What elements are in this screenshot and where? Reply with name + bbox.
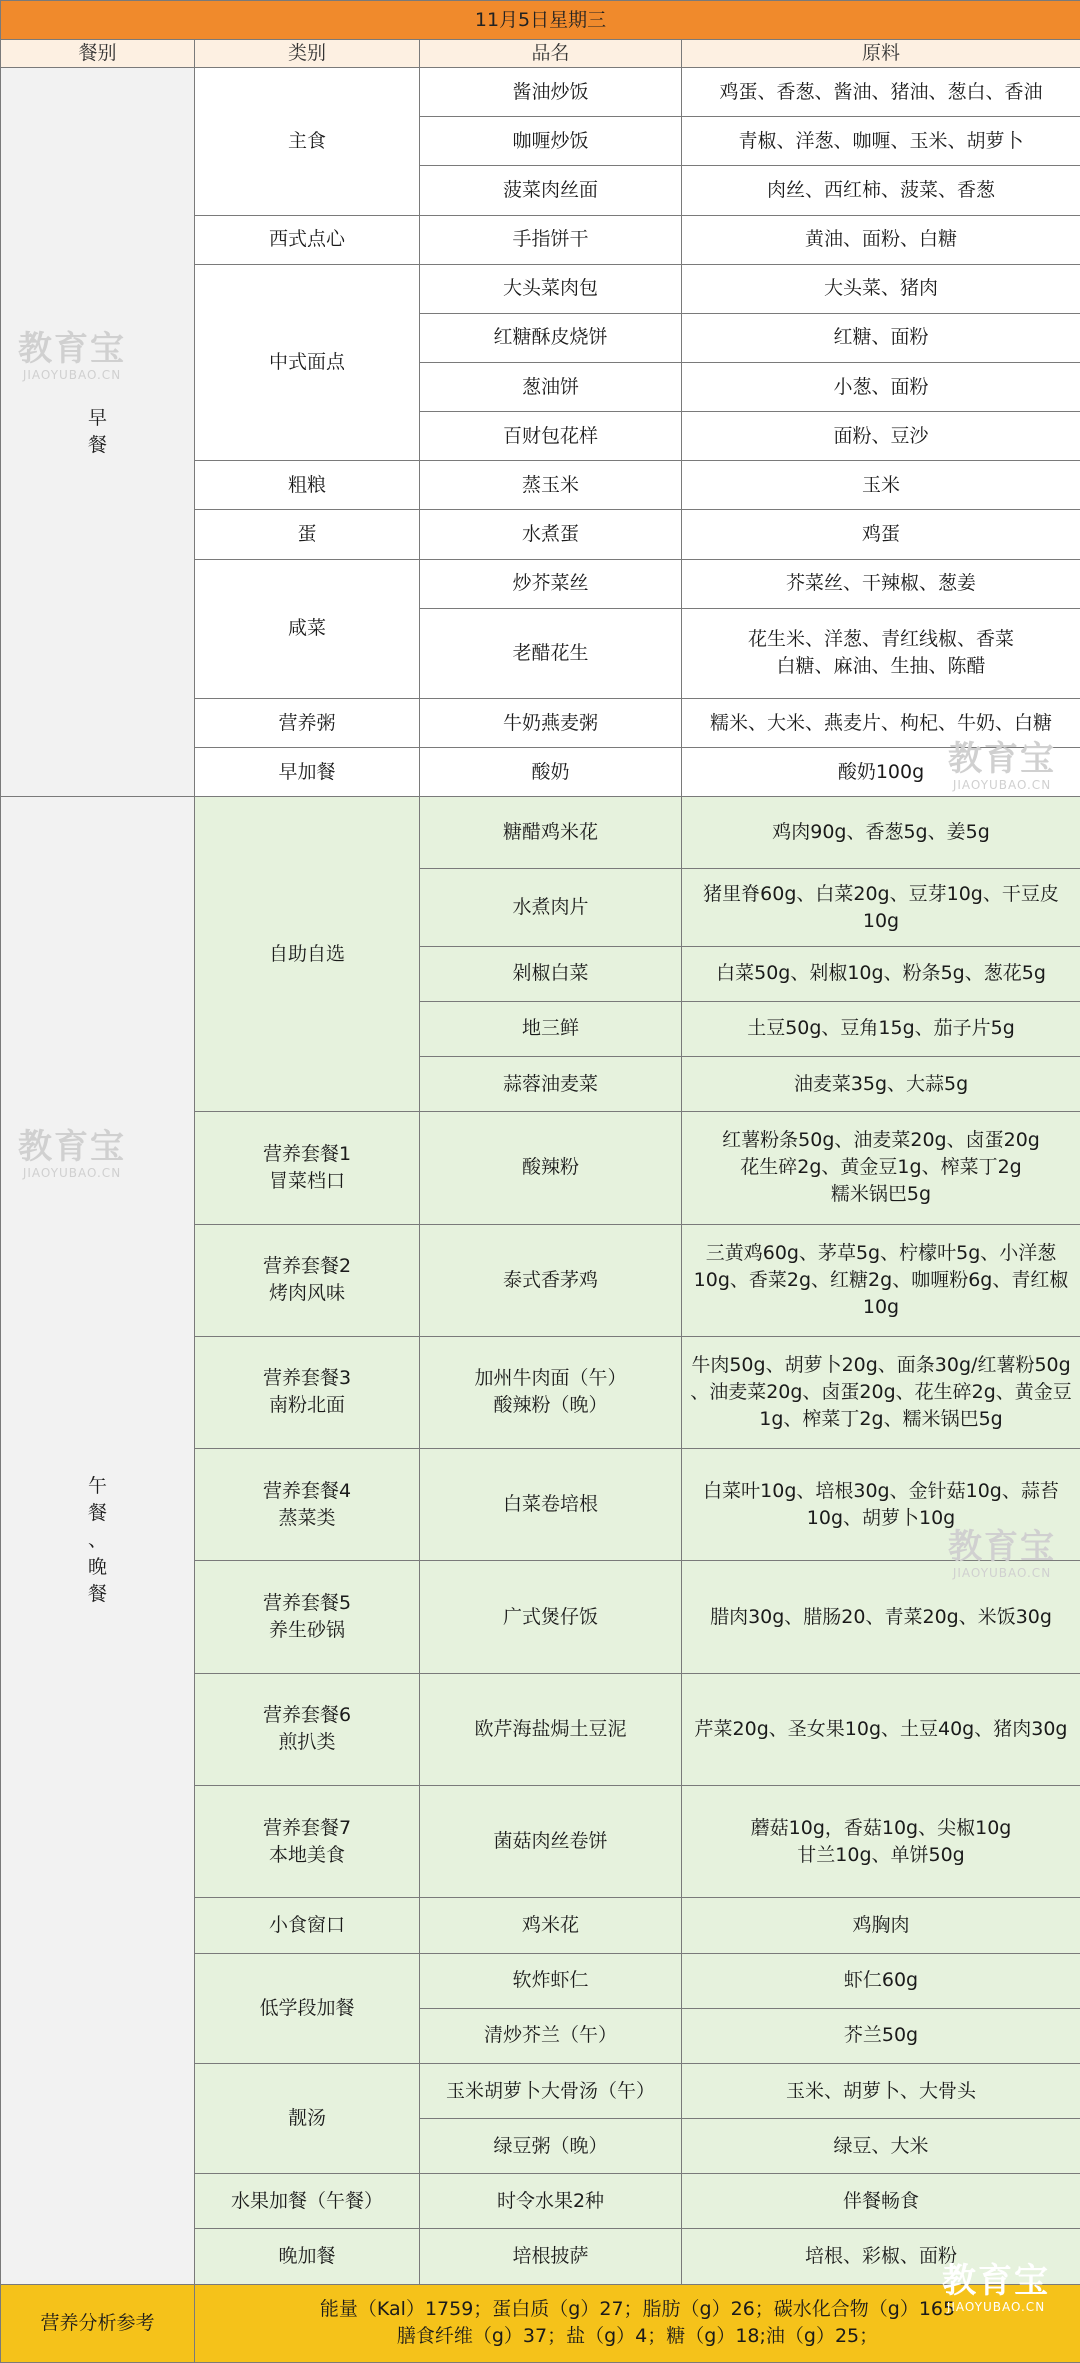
ingredients-cell: 玉米 <box>682 461 1080 510</box>
lunch-meal-label: 午 餐 、 晚 餐 <box>1 797 195 2284</box>
header-row <box>1 40 1080 68</box>
category-cell: 营养套餐2 烤肉风味 <box>195 1224 420 1336</box>
category-cell: 营养套餐7 本地美食 <box>195 1786 420 1898</box>
dish-name: 白菜卷培根 <box>420 1449 682 1561</box>
category-cell: 蛋 <box>195 510 420 559</box>
dish-name: 咖喱炒饭 <box>420 117 682 166</box>
ingredients-cell: 腊肉30g、腊肠20、青菜20g、米饭30g <box>682 1561 1080 1673</box>
ingredients-cell: 伴餐畅食 <box>682 2174 1080 2229</box>
ingredients-cell: 面粉、豆沙 <box>682 412 1080 461</box>
category-cell: 营养粥 <box>195 699 420 748</box>
dish-name: 软炸虾仁 <box>420 1953 682 2008</box>
nutrition-row <box>1 2284 1080 2362</box>
dish-name: 酱油炒饭 <box>420 68 682 117</box>
ingredients-cell: 三黄鸡60g、茅草5g、柠檬叶5g、小洋葱 10g、香菜2g、红糖2g、咖喱粉6g、青红椒 10g <box>682 1224 1080 1336</box>
ingredients-cell: 花生米、洋葱、青红线椒、香菜 白糖、麻油、生抽、陈醋 <box>682 608 1080 698</box>
watermark: 教育宝 JIAOYUBAO.CN <box>942 2261 1050 2314</box>
nutrition-label: 营养分析参考 <box>1 2284 195 2362</box>
watermark: 教育宝 JIAOYUBAO.CN <box>948 739 1056 792</box>
dish-name: 水煮肉片 <box>420 869 682 946</box>
dish-name: 菌菇肉丝卷饼 <box>420 1786 682 1898</box>
ingredients-cell: 肉丝、西红柿、菠菜、香葱 <box>682 166 1080 215</box>
ingredients-cell: 鸡蛋、香葱、酱油、猪油、葱白、香油 <box>682 68 1080 117</box>
category-cell: 早加餐 <box>195 748 420 797</box>
category-cell: 营养套餐4 蒸菜类 <box>195 1449 420 1561</box>
ingredients-cell: 鸡胸肉 <box>682 1898 1080 1953</box>
category-cell: 低学段加餐 <box>195 1953 420 2063</box>
ingredients-cell: 虾仁60g <box>682 1953 1080 2008</box>
category-cell: 自助自选 <box>195 797 420 1112</box>
category-cell: 中式面点 <box>195 264 420 461</box>
ingredients-cell: 小葱、面粉 <box>682 363 1080 412</box>
dish-name: 百财包花样 <box>420 412 682 461</box>
dish-name: 培根披萨 <box>420 2229 682 2284</box>
watermark: 教育宝 JIAOYUBAO.CN <box>18 1127 126 1180</box>
category-cell: 营养套餐3 南粉北面 <box>195 1336 420 1448</box>
category-cell: 营养套餐6 煎扒类 <box>195 1673 420 1785</box>
dish-name: 手指饼干 <box>420 215 682 264</box>
ingredients-cell: 白菜50g、剁椒10g、粉条5g、葱花5g <box>682 946 1080 1001</box>
category-cell: 营养套餐1 冒菜档口 <box>195 1112 420 1224</box>
dish-name: 鸡米花 <box>420 1898 682 1953</box>
dish-header: 品名 <box>420 40 682 68</box>
category-cell: 水果加餐（午餐） <box>195 2174 420 2229</box>
dish-name: 牛奶燕麦粥 <box>420 699 682 748</box>
dish-name: 酸辣粉 <box>420 1112 682 1224</box>
dish-name: 蒸玉米 <box>420 461 682 510</box>
dish-name: 酸奶 <box>420 748 682 797</box>
ingredients-cell: 黄油、面粉、白糖 <box>682 215 1080 264</box>
dish-name: 广式煲仔饭 <box>420 1561 682 1673</box>
ingredients-cell: 鸡肉90g、香葱5g、姜5g <box>682 797 1080 869</box>
category-cell: 小食窗口 <box>195 1898 420 1953</box>
dish-name: 炒芥菜丝 <box>420 559 682 608</box>
ingredients-cell: 白菜叶10g、培根30g、金针菇10g、蒜苔 10g、胡萝卜10g <box>682 1449 1080 1561</box>
ingredients-cell: 糯米、大米、燕麦片、枸杞、牛奶、白糖 <box>682 699 1080 748</box>
category-cell: 粗粮 <box>195 461 420 510</box>
dish-name: 地三鲜 <box>420 1001 682 1056</box>
dish-name: 时令水果2种 <box>420 2174 682 2229</box>
ingredients-cell: 红薯粉条50g、油麦菜20g、卤蛋20g 花生碎2g、黄金豆1g、榨菜丁2g 糯米锅巴5g <box>682 1112 1080 1224</box>
dish-name: 剁椒白菜 <box>420 946 682 1001</box>
dish-name: 水煮蛋 <box>420 510 682 559</box>
ingredients-cell: 猪里脊60g、白菜20g、豆芽10g、干豆皮 10g <box>682 869 1080 946</box>
ingredients-cell: 培根、彩椒、面粉 <box>682 2229 1080 2284</box>
ingredients-cell: 红糖、面粉 <box>682 313 1080 362</box>
ingredients-cell: 蘑菇10g，香菇10g、尖椒10g 甘兰10g、单饼50g <box>682 1786 1080 1898</box>
category-cell: 主食 <box>195 68 420 215</box>
ingredients-cell: 芹菜20g、圣女果10g、土豆40g、猪肉30g <box>682 1673 1080 1785</box>
ingredients-cell: 油麦菜35g、大蒜5g <box>682 1057 1080 1112</box>
dish-name: 泰式香茅鸡 <box>420 1224 682 1336</box>
menu-row <box>1 797 1080 869</box>
ingredients-cell: 玉米、胡萝卜、大骨头 <box>682 2063 1080 2118</box>
ingredients-header: 原料 <box>682 40 1080 68</box>
ingredients-cell: 大头菜、猪肉 <box>682 264 1080 313</box>
category-cell: 咸菜 <box>195 559 420 698</box>
dish-name: 糖醋鸡米花 <box>420 797 682 869</box>
dish-name: 大头菜肉包 <box>420 264 682 313</box>
dish-name: 欧芹海盐焗土豆泥 <box>420 1673 682 1785</box>
dish-name: 清炒芥兰（午） <box>420 2008 682 2063</box>
ingredients-cell: 绿豆、大米 <box>682 2119 1080 2174</box>
meal-header: 餐别 <box>1 40 195 68</box>
watermark: 教育宝 JIAOYUBAO.CN <box>948 1527 1056 1580</box>
dish-name: 绿豆粥（晚） <box>420 2119 682 2174</box>
ingredients-cell: 芥菜丝、干辣椒、葱姜 <box>682 559 1080 608</box>
dish-name: 红糖酥皮烧饼 <box>420 313 682 362</box>
category-cell: 晚加餐 <box>195 2229 420 2284</box>
ingredients-cell: 土豆50g、豆角15g、茄子片5g <box>682 1001 1080 1056</box>
category-cell: 西式点心 <box>195 215 420 264</box>
dish-name: 菠菜肉丝面 <box>420 166 682 215</box>
category-header: 类别 <box>195 40 420 68</box>
dish-name: 葱油饼 <box>420 363 682 412</box>
ingredients-cell: 牛肉50g、胡萝卜20g、面条30g/红薯粉50g 、油麦菜20g、卤蛋20g、花生碎2g、黄金豆 1g、榨菜丁2g、糯米锅巴5g <box>682 1336 1080 1448</box>
ingredients-cell: 酸奶100g <box>682 748 1080 797</box>
nutrition-text: 能量（Kal）1759；蛋白质（g）27；脂肪（g）26；碳水化合物（g）165 膳食纤维（g）37；盐（g）4；糖（g）18;油（g）25； <box>195 2284 1080 2362</box>
category-cell: 靓汤 <box>195 2063 420 2173</box>
category-cell: 营养套餐5 养生砂锅 <box>195 1561 420 1673</box>
menu-row <box>1 68 1080 117</box>
dish-name: 蒜蓉油麦菜 <box>420 1057 682 1112</box>
watermark: 教育宝 JIAOYUBAO.CN <box>18 329 126 382</box>
ingredients-cell: 鸡蛋 <box>682 510 1080 559</box>
dish-name: 玉米胡萝卜大骨汤（午） <box>420 2063 682 2118</box>
dish-name: 老醋花生 <box>420 608 682 698</box>
dish-name: 加州牛肉面（午） 酸辣粉（晚） <box>420 1336 682 1448</box>
breakfast-meal-label: 早 餐 <box>1 68 195 797</box>
ingredients-cell: 青椒、洋葱、咖喱、玉米、胡萝卜 <box>682 117 1080 166</box>
title-row <box>1 1 1080 40</box>
menu-date-title: 11月5日星期三 <box>1 1 1080 40</box>
ingredients-cell: 芥兰50g <box>682 2008 1080 2063</box>
